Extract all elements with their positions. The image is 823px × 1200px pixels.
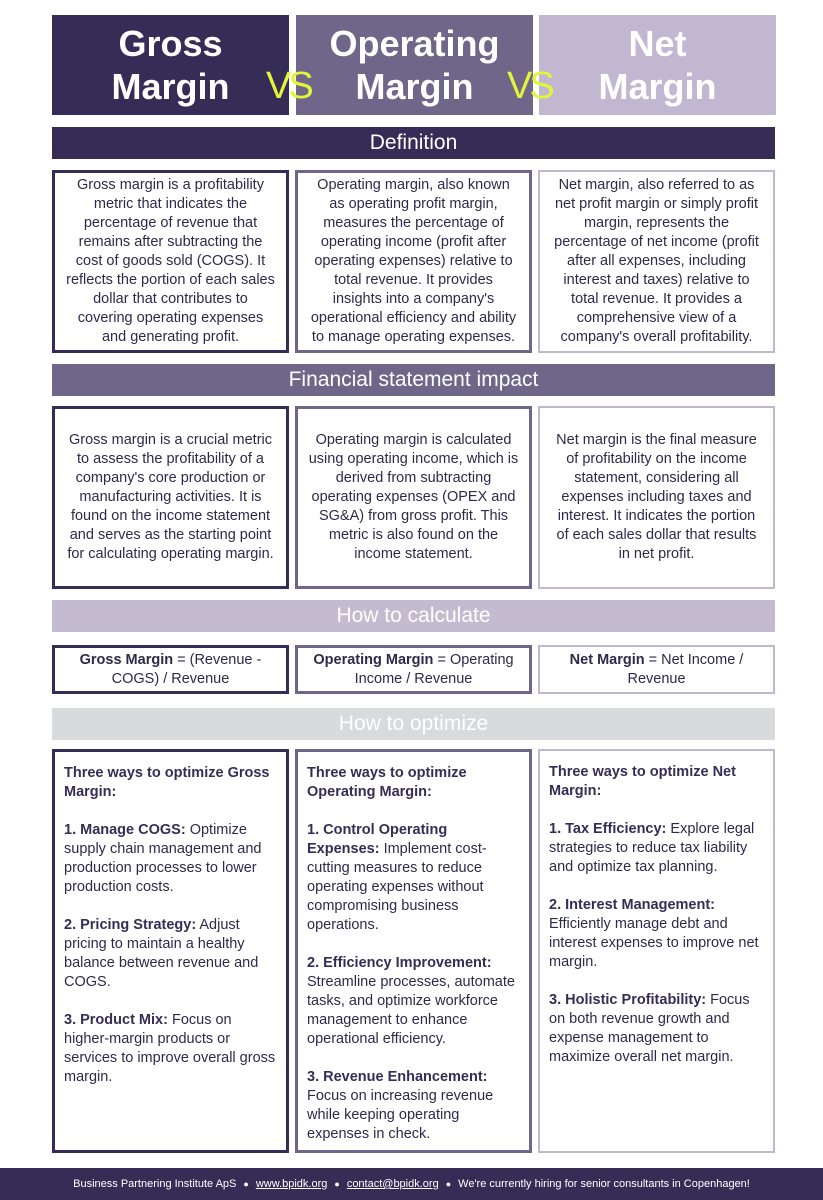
footer-hiring: We're currently hiring for senior consultants in Copenhagen!	[458, 1178, 750, 1190]
impact-section-title: Financial statement impact	[52, 364, 775, 396]
gross-formula-expression: = (Revenue - COGS) / Revenue	[111, 651, 262, 687]
gross-margin-header: Gross Margin	[52, 15, 289, 115]
list-item: 2. Interest Management: Efficiently manage debt and interest expenses to improve net margin.	[549, 897, 759, 970]
calculate-section-title: How to calculate	[52, 600, 775, 632]
net-optimize	[538, 749, 775, 1153]
operating-optimize-title: Three ways to optimize Operating Margin:	[307, 765, 467, 800]
list-item: 2. Efficiency Improvement: Streamline processes, automate tasks, and optimize workforce management to enhance operational efficiency.	[307, 955, 515, 1047]
optimize-section-title: How to optimize	[52, 708, 775, 740]
gross-impact: Gross margin is a crucial metric to assess the profitability of a company's core production or manufacturing activities. It is found on the income statement and serves as the starting point for calculating operating margin.	[52, 406, 289, 589]
operating-formula	[295, 645, 532, 694]
net-formula	[538, 645, 775, 694]
operating-margin-header: Operating Margin	[296, 15, 533, 115]
net-formula-term: Net Margin	[569, 651, 645, 668]
gross-formula-term: Gross Margin	[79, 651, 174, 668]
gross-definition: Gross margin is a profitability metric that indicates the percentage of revenue that remains after subtracting the cost of goods sold (COGS). It reflects the portion of each sales dollar that contributes to covering operating expenses and generating profit.	[52, 170, 289, 353]
net-formula-expression: = Net Income / Revenue	[627, 651, 744, 687]
operating-optimize	[295, 749, 532, 1153]
net-definition: Net margin, also referred to as net profit margin or simply profit margin, represents the percentage of net income (profit after all expenses, including interest and taxes) relative to total revenue. It provides a comprehensive view of a company's overall profitability.	[538, 170, 775, 353]
operating-formula-term: Operating Margin	[313, 651, 434, 668]
vs-label-1: VS	[266, 65, 311, 107]
list-item: 3. Product Mix: Focus on higher-margin products or services to improve overall gross margin.	[64, 1012, 276, 1085]
operating-formula-expression: = Operating Income / Revenue	[354, 651, 514, 687]
footer-company: Business Partnering Institute ApS	[73, 1178, 237, 1190]
gross-optimize	[52, 749, 289, 1153]
net-optimize-title: Three ways to optimize Net Margin:	[549, 764, 736, 799]
list-item: 1. Tax Efficiency: Explore legal strategies to reduce tax liability and optimize tax planning.	[549, 821, 755, 875]
list-item: 3. Holistic Profitability: Focus on both revenue growth and expense management to maximize overall net margin.	[549, 992, 750, 1065]
list-item: 1. Manage COGS: Optimize supply chain management and production processes to lower production costs.	[64, 822, 262, 895]
bullet-icon: ●	[243, 1179, 249, 1189]
list-item: 2. Pricing Strategy: Adjust pricing to maintain a healthy balance between revenue and COGS.	[64, 917, 259, 990]
gross-optimize-title: Three ways to optimize Gross Margin:	[64, 765, 270, 800]
bullet-icon: ●	[334, 1179, 340, 1189]
net-margin-header: Net Margin	[539, 15, 776, 115]
operating-definition: Operating margin, also known as operating profit margin, measures the percentage of operating income (profit after operating expenses) relative to total revenue. It provides insights into a company's operational efficiency and ability to manage operating expenses.	[295, 170, 532, 353]
footer	[0, 1168, 823, 1200]
net-impact: Net margin is the final measure of profitability on the income statement, considering all expenses including taxes and interest. It indicates the portion of each sales dollar that results in net profit.	[538, 406, 775, 589]
email-link[interactable]: contact@bpidk.org	[346, 1178, 439, 1190]
list-item: 3. Revenue Enhancement: Focus on increasing revenue while keeping operating expenses in check.	[307, 1069, 494, 1142]
vs-label-2: VS	[507, 65, 552, 107]
definition-section-title: Definition	[52, 127, 775, 159]
gross-formula	[52, 645, 289, 694]
operating-impact: Operating margin is calculated using operating income, which is derived from subtracting operating expenses (OPEX and SG&A) from gross profit. This metric is also found on the income statement.	[295, 406, 532, 589]
list-item: 1. Control Operating Expenses: Implement cost-cutting measures to reduce operating expenses without compromising business operations.	[307, 822, 487, 933]
bullet-icon: ●	[445, 1179, 452, 1189]
website-link[interactable]: www.bpidk.org	[255, 1178, 328, 1190]
